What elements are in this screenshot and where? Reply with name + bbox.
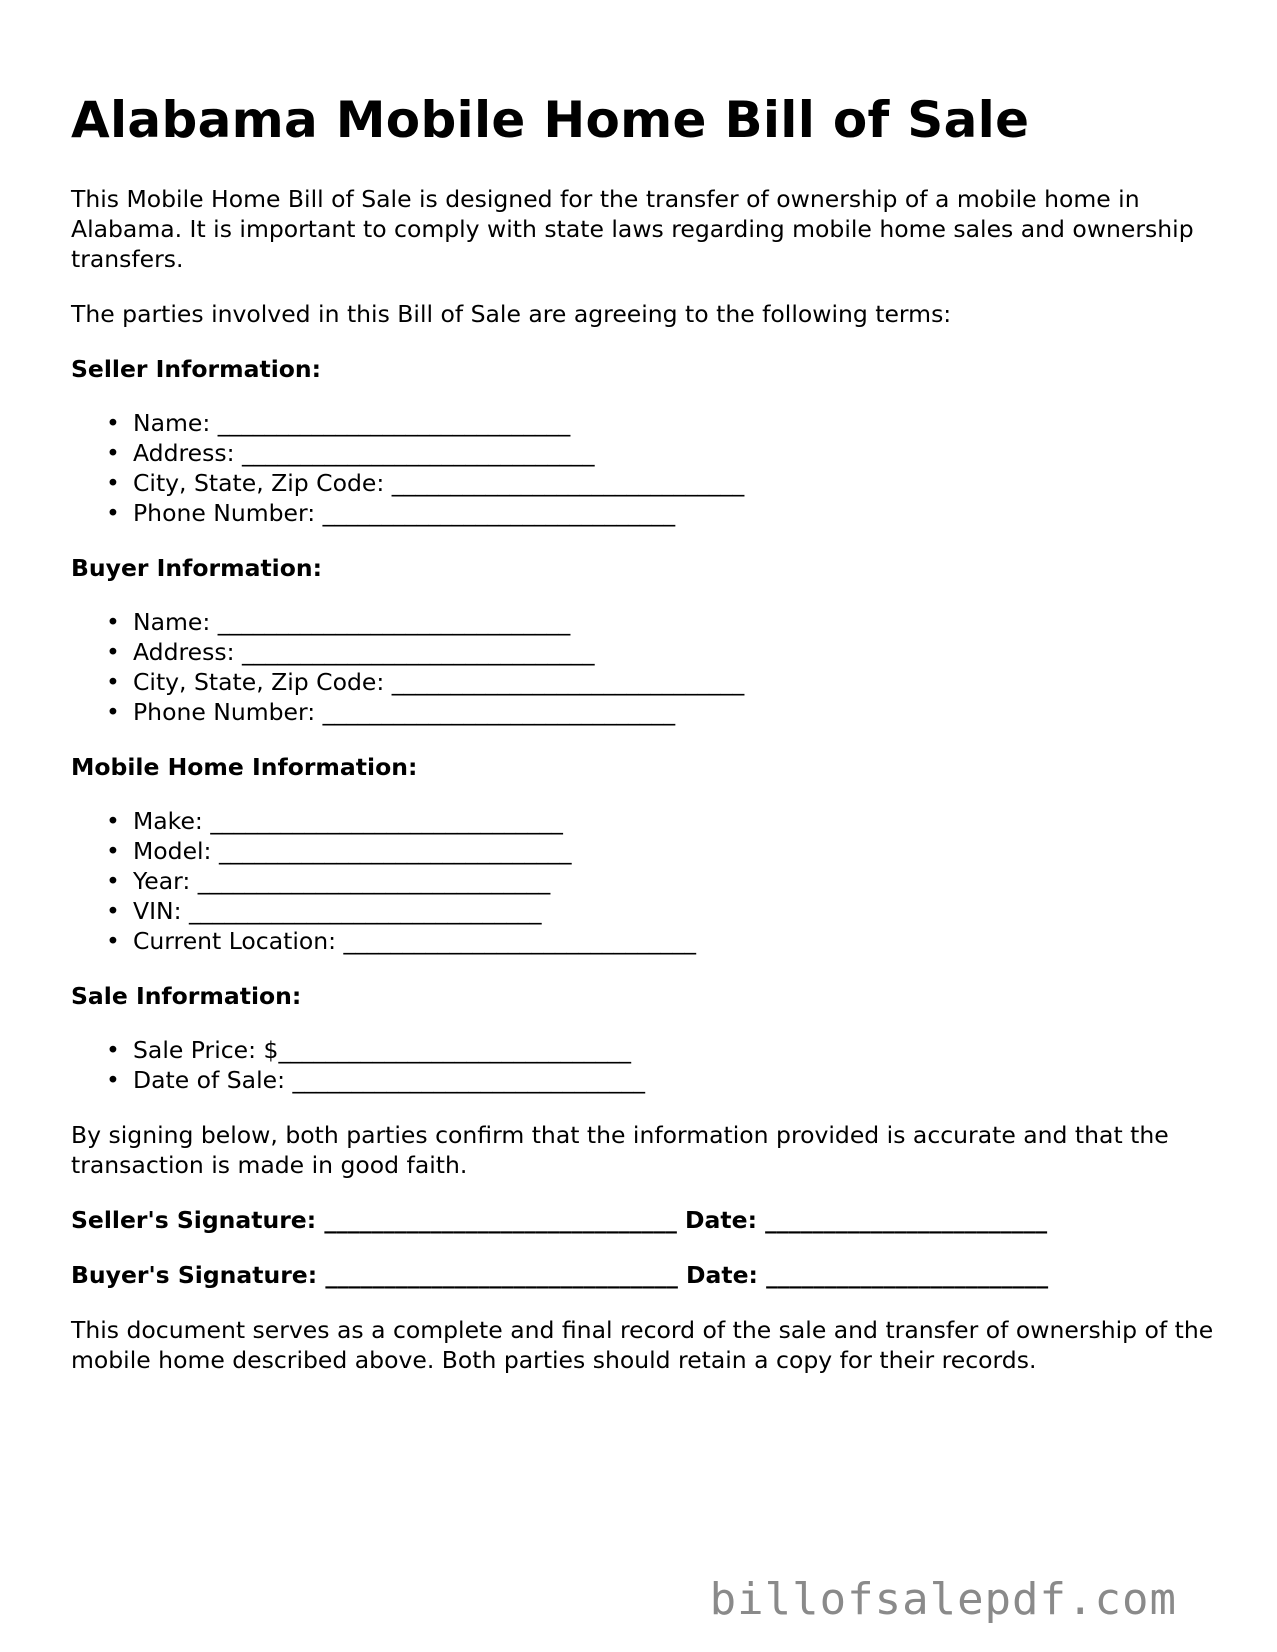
bullet-icon: • (106, 499, 120, 527)
buyer-date-blank[interactable]: ________________________ (766, 1261, 1049, 1289)
bullet-icon: • (106, 927, 120, 955)
buyer-fields (71, 607, 1221, 727)
home-year-field[interactable]: • Year: ______________________________ (106, 867, 551, 895)
parties-paragraph: The parties involved in this Bill of Sale are agreeing to the following terms: (71, 300, 952, 328)
seller-fields (71, 408, 1221, 528)
seller-signature-line[interactable]: Seller's Signature: ______________________________ Date: ________________________ (71, 1206, 1048, 1234)
bullet-icon: • (106, 897, 120, 925)
closing-paragraph: This document serves as a complete and final record of the sale and transfer of ownership of the mobile home described above. Both parties should retain a copy for their records. (71, 1316, 1214, 1374)
seller-name-field[interactable]: • Name: ______________________________ (106, 409, 571, 437)
sale-date-field[interactable]: • Date of Sale: ______________________________ (106, 1066, 645, 1094)
buyer-city-field[interactable]: • City, State, Zip Code: ______________________________ (106, 668, 745, 696)
bullet-icon: • (106, 469, 120, 497)
document-title: Alabama Mobile Home Bill of Sale (71, 91, 1030, 149)
bullet-icon: • (106, 638, 120, 666)
home-heading: Mobile Home Information: (71, 753, 418, 781)
bullet-icon: • (106, 608, 120, 636)
seller-city-field[interactable]: • City, State, Zip Code: ______________________________ (106, 469, 745, 497)
seller-phone-field[interactable]: • Phone Number: ______________________________ (106, 499, 676, 527)
buyer-name-field[interactable]: • Name: ______________________________ (106, 608, 571, 636)
buyer-address-field[interactable]: • Address: ______________________________ (106, 638, 595, 666)
buyer-signature-blank[interactable]: ______________________________ (325, 1261, 678, 1289)
document-page (71, 84, 1221, 1400)
seller-date-blank[interactable]: ________________________ (765, 1206, 1048, 1234)
watermark: billofsalepdf.com (709, 1574, 1177, 1625)
bullet-icon: • (106, 698, 120, 726)
sale-price-field[interactable]: • Sale Price: $______________________________ (106, 1036, 631, 1064)
intro-paragraph: This Mobile Home Bill of Sale is designed for the transfer of ownership of a mobile home in Alabama. It is important to comply with state laws regarding mobile home sales and ownership transfers. (71, 185, 1194, 273)
home-fields (71, 806, 1221, 956)
home-vin-field[interactable]: • VIN: ______________________________ (106, 897, 542, 925)
sale-heading: Sale Information: (71, 982, 302, 1010)
bullet-icon: • (106, 439, 120, 467)
bullet-icon: • (106, 409, 120, 437)
buyer-phone-field[interactable]: • Phone Number: ______________________________ (106, 698, 676, 726)
bullet-icon: • (106, 837, 120, 865)
home-make-field[interactable]: • Make: ______________________________ (106, 807, 563, 835)
buyer-signature-line[interactable]: Buyer's Signature: ______________________________ Date: ________________________ (71, 1261, 1049, 1289)
sale-fields (71, 1035, 1221, 1095)
bullet-icon: • (106, 867, 120, 895)
seller-heading: Seller Information: (71, 355, 322, 383)
bullet-icon: • (106, 1036, 120, 1064)
bullet-icon: • (106, 807, 120, 835)
seller-signature-blank[interactable]: ______________________________ (324, 1206, 677, 1234)
home-model-field[interactable]: • Model: ______________________________ (106, 837, 572, 865)
confirm-paragraph: By signing below, both parties confirm that the information provided is accurate and that the transaction is made in good faith. (71, 1121, 1169, 1179)
bullet-icon: • (106, 668, 120, 696)
home-location-field[interactable]: • Current Location: ______________________________ (106, 927, 697, 955)
buyer-heading: Buyer Information: (71, 554, 323, 582)
bullet-icon: • (106, 1066, 120, 1094)
seller-address-field[interactable]: • Address: ______________________________ (106, 439, 595, 467)
